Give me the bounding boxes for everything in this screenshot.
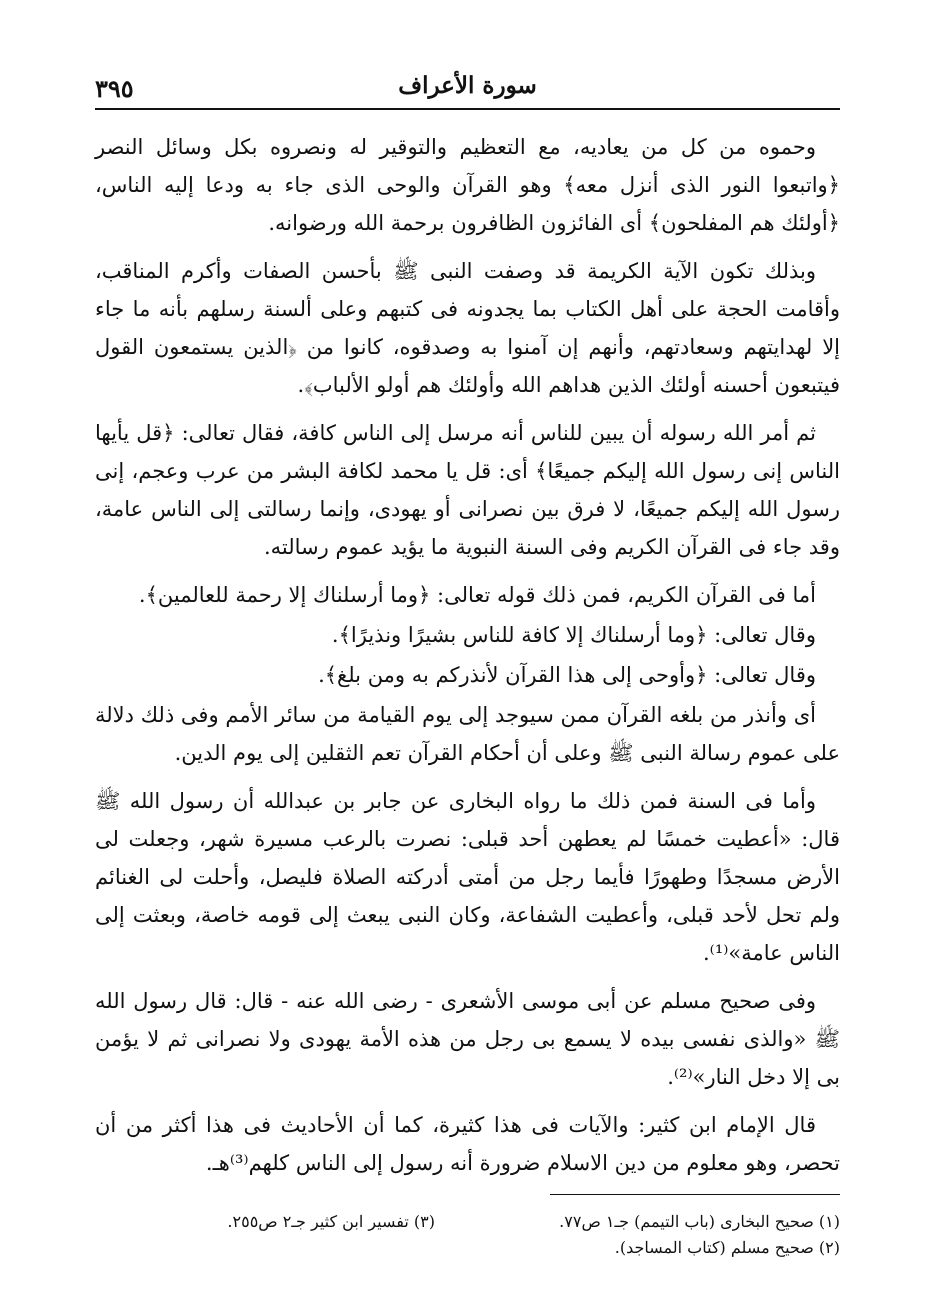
paragraph-7: أى وأنذر من بلغه القرآن ممن سيوجد إلى يوم القيامة من سائر الأمم وفى ذلك دلالة على عموم رسالة النبى ﷺ وعلى أن أحكام القرآن تعم الثقلين إلى يوم الدين. [95, 703, 840, 765]
paragraph-4: أما فى القرآن الكريم، فمن ذلك قوله تعالى: ﴿وما أرسلناك إلا رحمة للعالمين﴾. [138, 583, 816, 607]
paragraph-9: وفى صحيح مسلم عن أبى موسى الأشعرى - رضى الله عنه - قال: قال رسول الله ﷺ «والذى نفسى بيده لا يسمع بى رجل من هذه الأمة يهودى ولا نصرانى ثم لا يؤمن بى إلا دخل النار»⁽²⁾. [95, 989, 840, 1089]
footnotes-left-column [95, 1209, 435, 1235]
page [95, 60, 840, 1269]
paragraph-1: وحموه من كل من يعاديه، مع التعظيم والتوقير له ونصروه بكل وسائل النصر ﴿واتبعوا النور الذى أنزل معه﴾ وهو القرآن والوحى الذى جاء به ودعا إليه الناس، ﴿أولئك هم المفلحون﴾ أى الفائزون الظافرون برحمة الله ورضوانه. [95, 135, 840, 235]
page-body [95, 128, 840, 1182]
footnote-rule [550, 1194, 840, 1195]
footnote-3: (٣) تفسير ابن كثير جـ٢ ص٢٥٥. [227, 1212, 435, 1231]
page-number: ٣٩٥ [95, 74, 134, 103]
paragraph-3: ثم أمر الله رسوله أن يبين للناس أنه مرسل إلى الناس كافة، فقال تعالى: ﴿قل يأيها الناس إنى رسول الله إليكم جميعًا﴾ أى: قل يا محمد لكافة البشر من عرب وعجم، إنى رسول الله إليكم جميعًا، لا فرق بين نصرانى أو يهودى، وإنما رسالتى إلى الناس عامة، وقد جاء فى القرآن الكريم وفى السنة النبوية ما يؤيد عموم رسالته. [95, 421, 840, 559]
footnote-1: (١) صحيح البخارى (باب التيمم) جـ١ ص٧٧. [559, 1212, 840, 1231]
header-rule [95, 108, 840, 110]
paragraph-10: قال الإمام ابن كثير: والآيات فى هذا كثيرة، كما أن الأحاديث فى هذا أكثر من أن تحصر، وهو معلوم من دين الاسلام ضرورة أنه رسول إلى الناس كلهم⁽³⁾هـ. [95, 1113, 840, 1175]
paragraph-6: وقال تعالى: ﴿وأوحى إلى هذا القرآن لأنذركم به ومن بلغ﴾. [318, 663, 816, 687]
paragraph-8: وأما فى السنة فمن ذلك ما رواه البخارى عن جابر بن عبدالله أن رسول الله ﷺ قال: «أعطيت خمسًا لم يعطهن أحد قبلى: نصرت بالرعب مسيرة شهر، وجعلت لى الأرض مسجدًا وطهورًا فأيما رجل من أمتى أدركته الصلاة فليصل، وأحلت لى الغنائم ولم تحل لأحد قبلى، وأعطيت الشفاعة، وكان النبى يبعث إلى قومه خاصة، وبعثت إلى الناس عامة»⁽¹⁾. [95, 789, 840, 965]
footnote-2: (٢) صحيح مسلم (كتاب المساجد). [614, 1238, 840, 1257]
footnotes [95, 1209, 840, 1269]
paragraph-2: وبذلك تكون الآية الكريمة قد وصفت النبى ﷺ بأحسن الصفات وأكرم المناقب، وأقامت الحجة على أهل الكتاب بما يجدونه فى كتبهم وعلى ألسنة رسلهم بأنه ما جاء إلا لهدايتهم وسعادتهم، وأنهم إن آمنوا به وصدقوه، كانوا من ﴿الذين يستمعون القول فيتبعون أحسنه أولئك الذين هداهم الله وأولئك هم أولو الألباب﴾. [95, 259, 840, 397]
surah-title: سورة الأعراف [398, 72, 537, 99]
footnotes-right-column [440, 1209, 840, 1261]
paragraph-5: وقال تعالى: ﴿وما أرسلناك إلا كافة للناس بشيرًا ونذيرًا﴾. [331, 623, 816, 647]
page-header [95, 60, 840, 103]
